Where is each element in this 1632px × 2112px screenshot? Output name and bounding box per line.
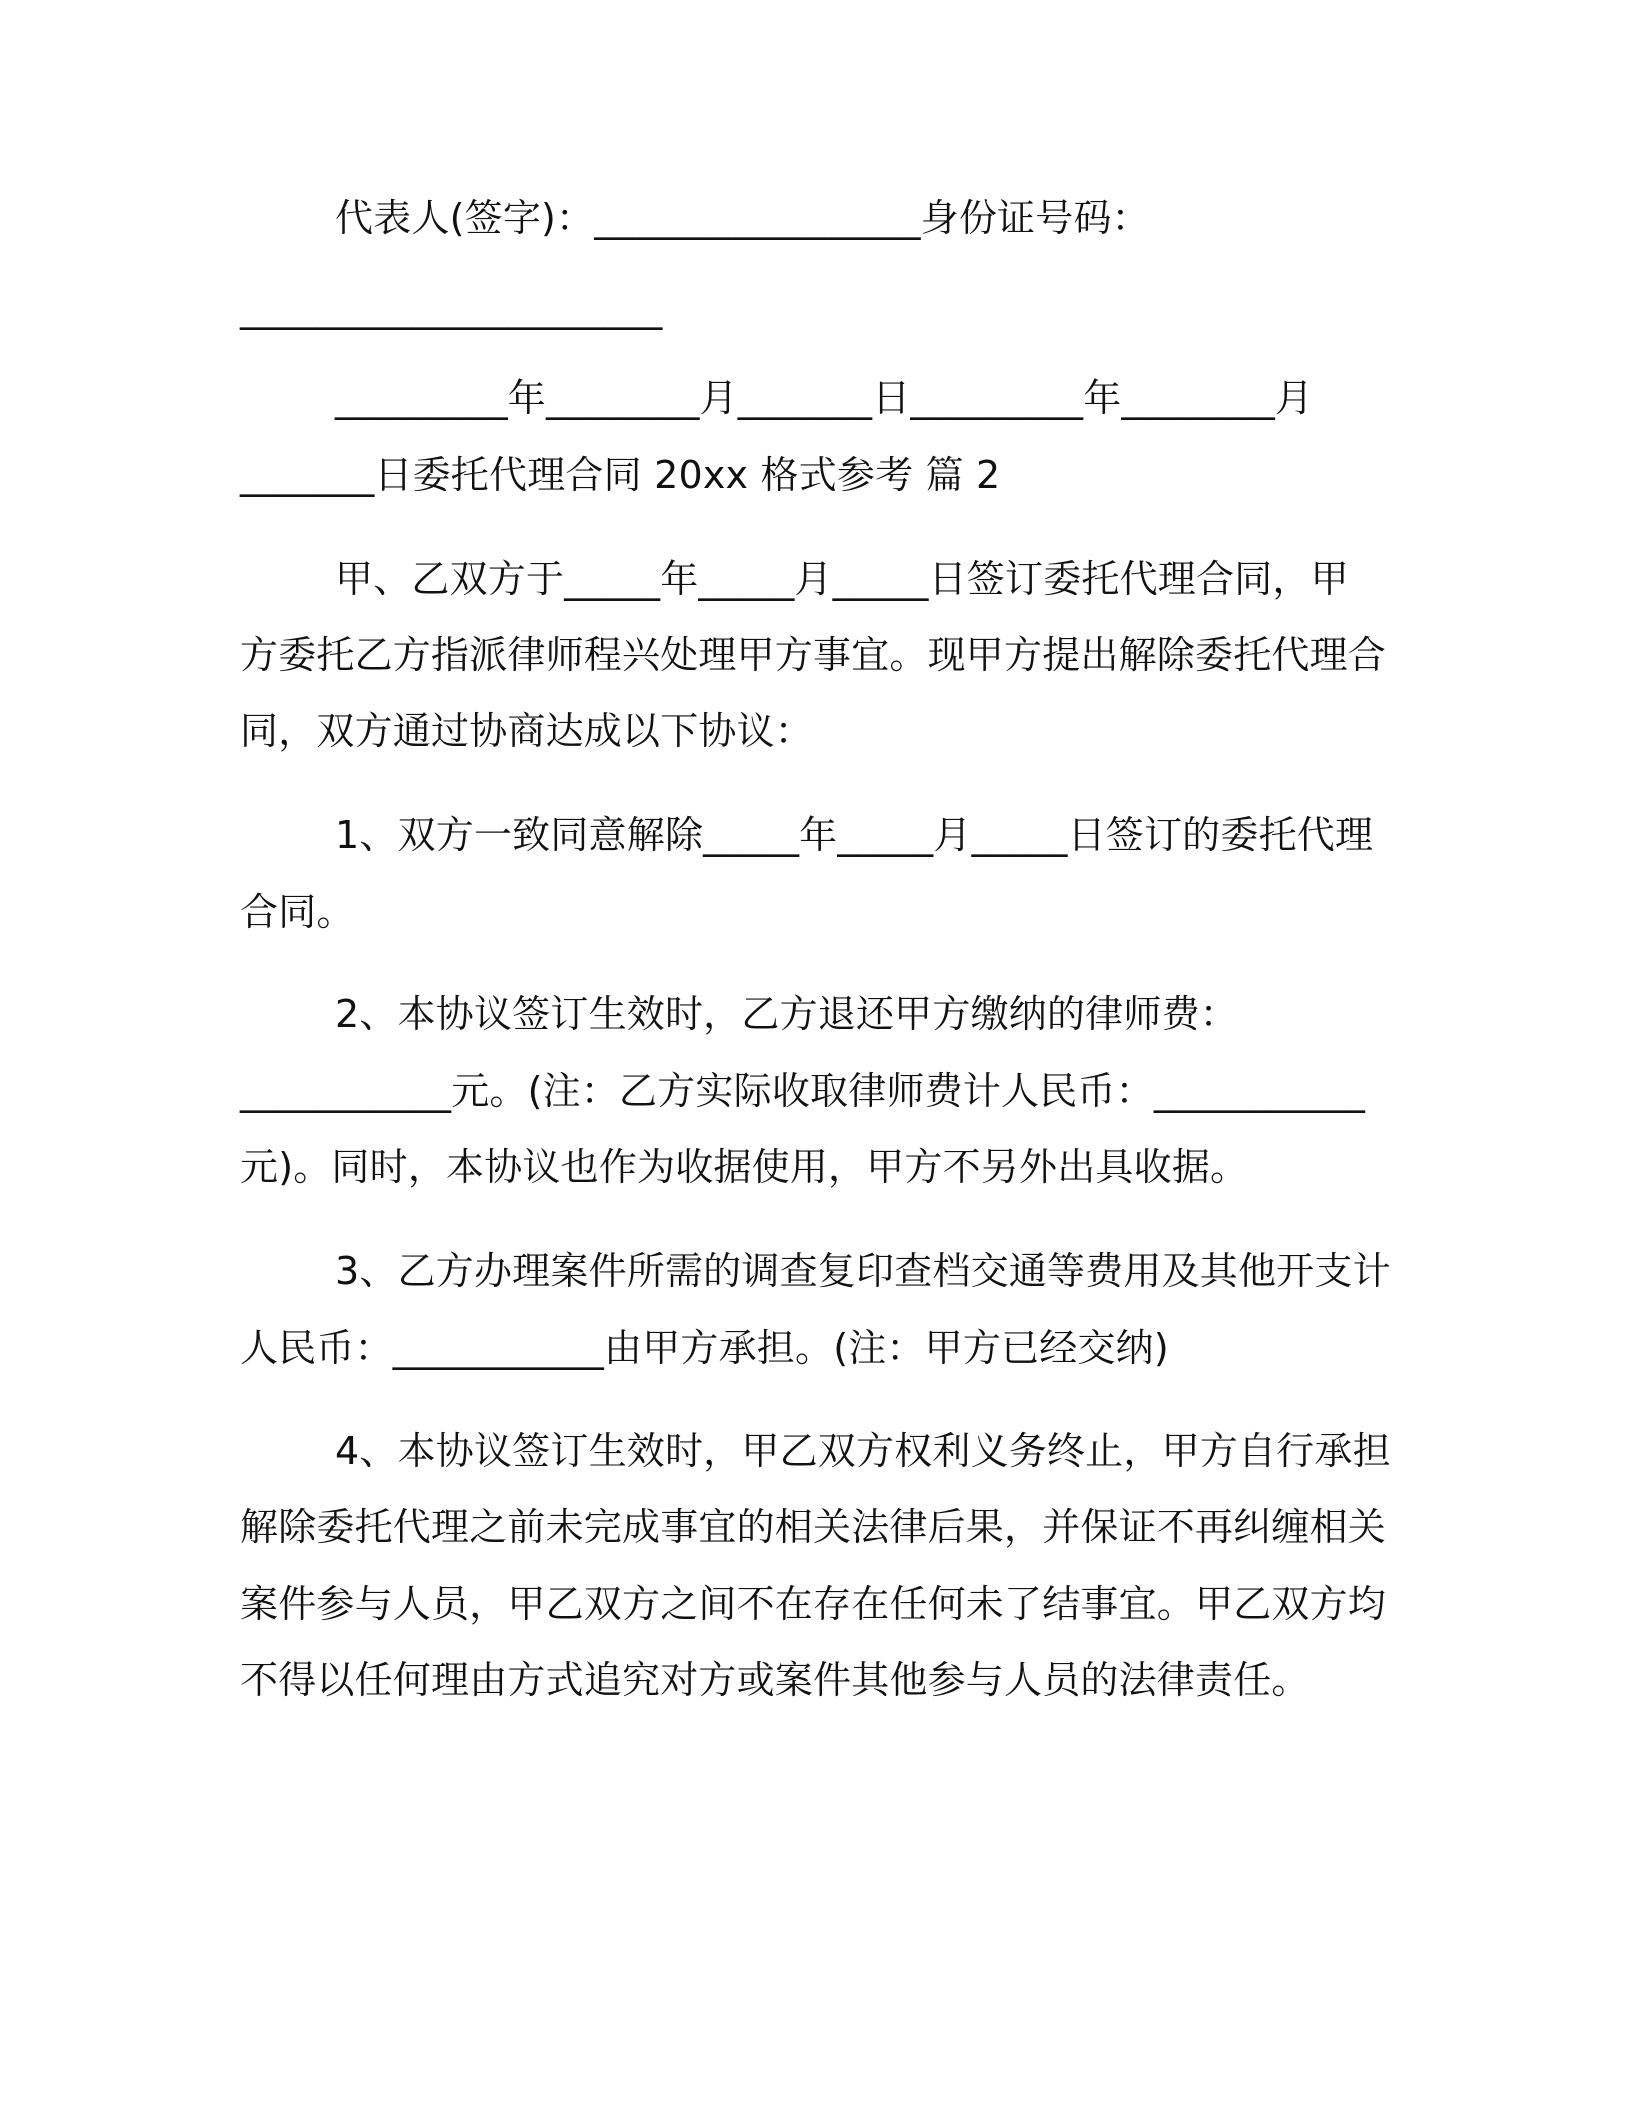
clause-4-line-2: 解除委托代理之前未完成事宜的相关法律后果，并保证不再纠缠相关 bbox=[240, 1505, 1387, 1549]
clause-4-line-3: 案件参与人员，甲乙双方之间不在存在任何未了结事宜。甲乙双方均 bbox=[240, 1582, 1387, 1626]
paragraph-intro-line-2: 方委托乙方指派律师程兴处理甲方事宜。现甲方提出解除委托代理合 bbox=[240, 633, 1387, 677]
clause-4-line-1: 4、本协议签订生效时，甲乙双方权利义务终止，甲方自行承担 bbox=[335, 1429, 1391, 1473]
clause-3-line-1: 3、乙方办理案件所需的调查复印查档交通等费用及其他开支计 bbox=[335, 1249, 1391, 1293]
clause-4-line-4: 不得以任何理由方式追究对方或案件其他参与人员的法律责任。 bbox=[240, 1658, 1310, 1702]
paragraph-intro-line-1: 甲、乙双方于_____年_____月_____日签订委托代理合同，甲 bbox=[335, 557, 1349, 601]
clause-3-line-2: 人民币：___________由甲方承担。(注：甲方已经交纳) bbox=[240, 1326, 1169, 1370]
clause-1-line-2: 合同。 bbox=[240, 890, 355, 934]
clause-2-line-3: 元)。同时，本协议也作为收据使用，甲方不另外出具收据。 bbox=[240, 1145, 1249, 1189]
clause-1-line-1: 1、双方一致同意解除_____年_____月_____日签订的委托代理 bbox=[335, 813, 1374, 857]
paragraph-intro-line-3: 同，双方通过协商达成以下协议： bbox=[240, 709, 814, 753]
clause-2-line-2: ___________元。(注：乙方实际收取律师费计人民币：___________ bbox=[240, 1069, 1366, 1113]
id-number-blank-line: ______________________ bbox=[240, 286, 663, 330]
contract-heading-line: _______日委托代理合同 20xx 格式参考 篇 2 bbox=[240, 453, 1001, 497]
date-blank-line: _________年________月_______日_________年________月 bbox=[335, 376, 1314, 420]
representative-signature-line: 代表人(签字)：_________________身份证号码： bbox=[335, 196, 1150, 240]
clause-2-line-1: 2、本协议签订生效时，乙方退还甲方缴纳的律师费： bbox=[335, 992, 1238, 1036]
